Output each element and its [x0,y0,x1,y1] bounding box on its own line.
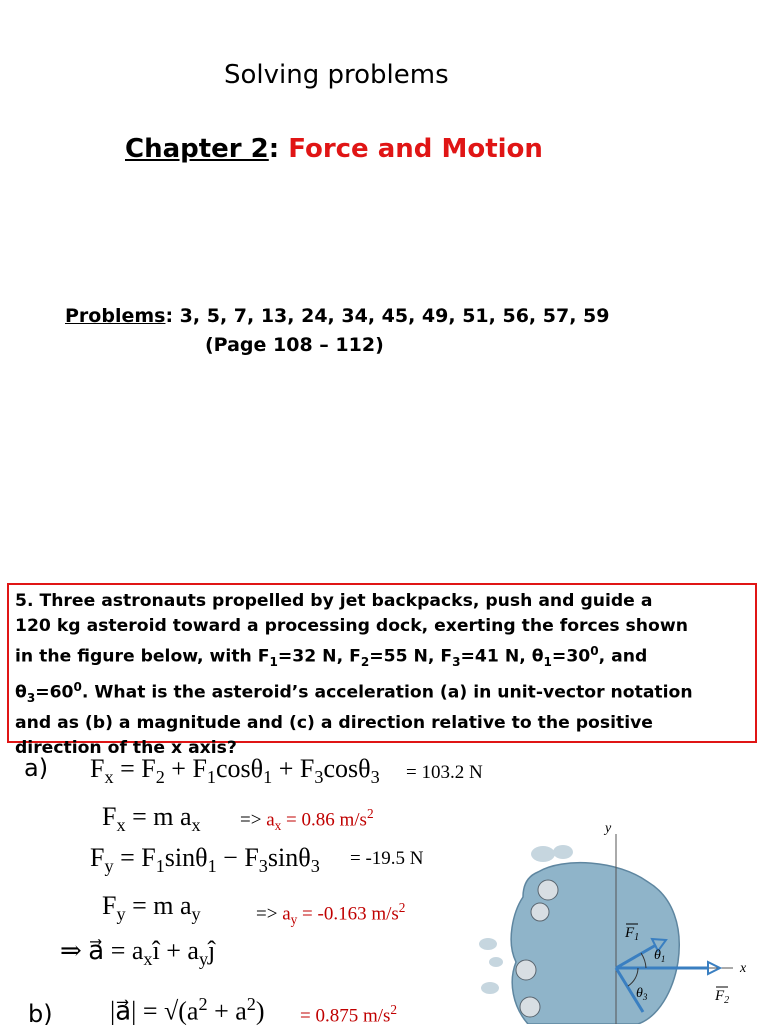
asteroid-figure [468,812,768,1024]
problem-line: in the figure below, with $F_1=32$ N, $F_2=55$ N, $F_3=41$ N, $\theta_1=30^0$, and [15,644,648,670]
chapter-topic: Force and Motion [288,134,543,164]
problem-line: direction of the x axis? [15,738,237,759]
theta3-label: $\theta_3$ [636,986,648,1002]
fy-ma-equation: $F_y = m$ $a_y$ [102,891,201,925]
problem-5-text [15,589,693,761]
part-b-label: b) [28,1000,53,1028]
f2-label: $F_2$ [715,988,730,1006]
problem-line: and as (b) a magnitude and (c) a direction relative to the positive [15,713,653,734]
page-title: Solving problems [224,60,449,90]
problem-line: $\theta_3=60^0$. What is the asteroid’s acceleration (a) in unit-vector notation [15,680,693,706]
problems-label: Problems [65,305,166,327]
vector-a-equation: ⇒ a⃗ = $a_xî$ + $a_yĵ$ [60,936,216,970]
problems-pages: (Page 108 – 112) [205,334,384,356]
chapter-label: Chapter 2 [125,134,269,164]
chapter-heading [125,134,543,164]
fx-equation: $F_x = F_2 + F_1\cos\theta_1 + F_3\cos\theta_3$ [90,754,380,788]
ay-result: => $a_y = -0.163$ $m/s^2$ [256,900,406,928]
magnitude-equation: |a⃗| = $√(a^2 + a^2)$ [110,994,265,1026]
x-axis-label: x [740,961,747,976]
problem-line: 5. Three astronauts propelled by jet backpacks, push and guide a [15,591,653,611]
problems-line [65,305,609,327]
problem-line: 120 kg asteroid toward a processing dock, exerting the forces shown [15,616,688,636]
fx-value: = 103.2 N [406,762,483,783]
theta1-label: $\theta_1$ [654,948,666,964]
fy-equation: $F_y = F_1\sin\theta_1 - F_3\sin\theta_3$ [90,843,320,877]
part-a-label: a) [24,754,49,782]
magnitude-value: = 0.875 $m/s^2$ [300,1002,398,1027]
ax-result: => $a_x = 0.86$ $m/s^2$ [240,806,374,834]
fy-value: = -19.5 N [350,848,424,869]
problems-list: : 3, 5, 7, 13, 24, 34, 45, 49, 51, 56, 57, 59 [165,305,610,327]
y-axis-label: y [605,821,612,836]
problem-5-box [7,583,757,759]
chapter-colon: : [268,134,280,164]
fx-ma-equation: $F_x = m$ $a_x$ [102,802,201,836]
f1-label: $F_1$ [625,925,640,943]
